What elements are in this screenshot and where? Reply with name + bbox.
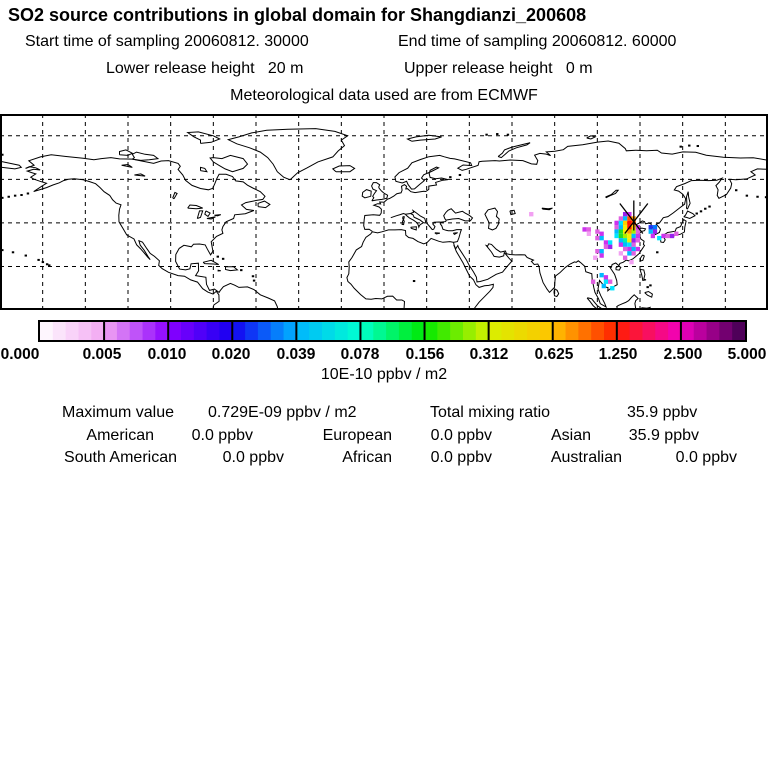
colorbar-cell <box>168 322 181 340</box>
island-dot <box>12 251 14 253</box>
concentration-cell <box>619 216 623 220</box>
coastline <box>587 136 596 139</box>
concentration-cell <box>619 238 623 242</box>
colorbar-cell <box>553 322 566 340</box>
coastline <box>173 192 177 199</box>
coastline <box>258 201 270 208</box>
concentration-cell <box>636 238 640 242</box>
colorbar-cell <box>489 322 502 340</box>
coastline <box>645 292 653 298</box>
island-dot <box>240 269 242 271</box>
coastline <box>214 215 220 216</box>
concentration-cell <box>632 242 636 246</box>
concentration-cell <box>636 247 640 251</box>
concentration-cell <box>623 234 627 238</box>
island-dot <box>700 210 702 212</box>
coastline <box>347 230 453 310</box>
coastline <box>226 267 238 271</box>
coastline <box>616 266 621 270</box>
colorbar-cell <box>668 322 681 340</box>
concentration-cell <box>649 225 653 229</box>
colorbar-cell <box>284 322 297 340</box>
colorbar-cell <box>719 322 732 340</box>
coastline <box>454 245 494 310</box>
island-dot <box>704 208 706 210</box>
max-value-label: Maximum value <box>62 404 175 421</box>
concentration-cell <box>623 221 627 225</box>
coastline <box>408 135 442 141</box>
colorbar-cell <box>463 322 476 340</box>
colorbar-cell <box>271 322 284 340</box>
coastline <box>201 167 207 171</box>
region-value-african: 0.0 ppbv <box>430 449 492 466</box>
colorbar-cell <box>232 322 245 340</box>
island-dot <box>217 256 219 258</box>
island-dot <box>756 196 758 198</box>
concentration-cell <box>661 234 665 238</box>
colorbar-cell <box>501 322 514 340</box>
colorbar-cell <box>53 322 66 340</box>
concentration-cell <box>623 238 627 242</box>
colorbar-cell <box>386 322 399 340</box>
coastline <box>684 211 695 218</box>
colorbar-cell <box>732 322 745 340</box>
concentration-cell <box>623 225 627 229</box>
colorbar-tick: 2.500 <box>663 346 703 363</box>
concentration-cell <box>632 251 636 255</box>
island-dot <box>688 145 690 147</box>
island-dot <box>14 195 16 197</box>
concentration-cell <box>600 236 604 240</box>
concentration-cell <box>604 245 608 249</box>
colorbar-tick: 0.005 <box>82 346 122 363</box>
concentration-cell <box>666 234 670 238</box>
coastline <box>218 270 221 271</box>
colorbar-cell <box>437 322 450 340</box>
concentration-cell <box>604 279 608 283</box>
colorbar-tick: 0.312 <box>469 346 509 363</box>
coastline <box>120 150 133 156</box>
region-value-south-american: 0.0 ppbv <box>222 449 284 466</box>
concentration-cell <box>619 229 623 233</box>
colorbar-cell <box>476 322 489 340</box>
colorbar-tick: 0.039 <box>276 346 316 363</box>
concentration-cell <box>623 247 627 251</box>
region-value-asian: 35.9 ppbv <box>628 427 699 444</box>
colorbar-cell <box>104 322 117 340</box>
region-label-african: African <box>342 449 392 466</box>
coastline <box>435 233 440 234</box>
island-dot <box>25 255 27 257</box>
coastline <box>406 214 424 228</box>
concentration-cell <box>632 247 636 251</box>
concentration-cell <box>636 234 640 238</box>
coastline <box>188 205 203 209</box>
coastline <box>132 152 158 160</box>
colorbar-tick: 0.625 <box>534 346 574 363</box>
island-dot <box>708 206 710 208</box>
coastline <box>485 208 499 230</box>
concentration-cell <box>670 234 674 238</box>
coastline <box>203 260 219 264</box>
concentration-cell <box>600 273 604 277</box>
coastline <box>542 208 553 210</box>
coastline <box>402 220 404 225</box>
concentration-cell <box>632 238 636 242</box>
colorbar-cell <box>322 322 335 340</box>
island-dot <box>413 280 415 282</box>
colorbar-cell <box>360 322 373 340</box>
concentration-cell <box>623 216 627 220</box>
island-dot <box>46 263 48 265</box>
colorbar-cell <box>707 322 720 340</box>
concentration-cell <box>608 279 612 283</box>
colorbar-cell <box>604 322 617 340</box>
coastline <box>640 270 646 281</box>
concentration-cell <box>674 232 678 236</box>
concentration-cell <box>629 260 633 264</box>
concentration-cell <box>614 225 618 229</box>
concentration-cell <box>619 221 623 225</box>
island-dot <box>8 196 10 198</box>
colorbar-cell <box>514 322 527 340</box>
colorbar-cell <box>450 322 463 340</box>
island-dot <box>496 133 498 135</box>
island-dot <box>697 145 699 147</box>
concentration-cell <box>529 212 533 216</box>
island-dot <box>646 286 648 288</box>
coastline <box>207 217 216 219</box>
region-label-european: European <box>322 427 392 444</box>
coastline <box>444 209 473 221</box>
colorbar <box>38 320 747 342</box>
concentration-cell <box>619 242 623 246</box>
colorbar-cell <box>91 322 104 340</box>
concentration-cell <box>610 286 614 290</box>
colorbar-cell <box>642 322 655 340</box>
concentration-cell <box>602 284 606 288</box>
concentration-cell <box>627 247 631 251</box>
coastline <box>510 210 515 214</box>
concentration-cell <box>604 275 608 279</box>
island-dot <box>42 261 44 263</box>
colorbar-cell <box>373 322 386 340</box>
concentration-cell <box>582 227 586 231</box>
concentration-cell <box>593 256 597 260</box>
colorbar-cell <box>66 322 79 340</box>
lower-release-label: Lower release height 20 m <box>106 60 304 77</box>
coastline <box>372 183 388 201</box>
concentration-cell <box>595 249 599 253</box>
island-dot <box>696 213 698 215</box>
coastline <box>617 295 638 310</box>
page-title: SO2 source contributions in global domain for Shangdianzi_200608 <box>8 5 587 25</box>
colorbar-cell <box>245 322 258 340</box>
colorbar-cell <box>78 322 91 340</box>
coastline <box>205 211 210 217</box>
coastline <box>26 155 278 310</box>
island-dot <box>252 275 254 277</box>
concentration-cell <box>619 234 623 238</box>
concentration-cell <box>623 256 627 260</box>
concentration-cell <box>627 238 631 242</box>
colorbar-cell <box>655 322 668 340</box>
colorbar-cell <box>194 322 207 340</box>
region-value-australian: 0.0 ppbv <box>675 449 737 466</box>
colorbar-cell <box>399 322 412 340</box>
colorbar-cell <box>309 322 322 340</box>
concentration-cell <box>619 225 623 229</box>
concentration-cell <box>600 232 604 236</box>
met-data-label: Meteorological data used are from ECMWF <box>230 87 538 104</box>
island-dot <box>680 146 682 148</box>
upper-release-label: Upper release height 0 m <box>404 60 593 77</box>
colorbar-tick: 5.000 <box>727 346 767 363</box>
island-dot <box>485 134 487 136</box>
max-value: 0.729E-09 ppbv / m2 <box>208 404 357 421</box>
colorbar-cell <box>40 322 53 340</box>
coastline <box>0 161 21 169</box>
colorbar-tick: 0.010 <box>147 346 187 363</box>
coastline <box>453 233 457 235</box>
colorbar-cell <box>681 322 694 340</box>
total-ratio-label: Total mixing ratio <box>430 404 551 421</box>
colorbar-cell <box>694 322 707 340</box>
region-label-american: American <box>86 427 154 444</box>
concentration-cell <box>632 234 636 238</box>
island-dot <box>37 259 39 261</box>
island-dot <box>656 251 658 253</box>
colorbar-cell <box>258 322 271 340</box>
island-dot <box>253 280 255 282</box>
island-dot <box>459 174 461 176</box>
total-ratio-value: 35.9 ppbv <box>627 404 698 421</box>
colorbar-cell <box>630 322 643 340</box>
coastline <box>197 211 202 219</box>
concentration-cell <box>591 279 595 283</box>
island-dot <box>507 134 509 136</box>
concentration-cell <box>627 234 631 238</box>
colorbar-cell <box>348 322 361 340</box>
concentration-cell <box>614 221 618 225</box>
coastline <box>210 155 247 171</box>
island-dot <box>27 192 29 194</box>
coastline <box>498 143 530 158</box>
concentration-cell <box>649 229 653 233</box>
coastline <box>403 217 405 220</box>
colorbar-cell <box>219 322 232 340</box>
concentration-cell <box>600 253 604 257</box>
concentration-cell <box>657 236 661 240</box>
colorbar-cell <box>578 322 591 340</box>
concentration-cell <box>587 227 591 231</box>
colorbar-tick: 1.250 <box>598 346 638 363</box>
island-dot <box>649 284 651 286</box>
concentration-cell <box>595 236 599 240</box>
concentration-cell <box>587 232 591 236</box>
colorbar-tick: 0.078 <box>340 346 380 363</box>
colorbar-cell <box>207 322 220 340</box>
colorbar-cell <box>566 322 579 340</box>
region-label-australian: Australian <box>550 449 622 466</box>
coastline <box>640 255 644 261</box>
colorbar-cell <box>591 322 604 340</box>
coastline <box>687 192 691 210</box>
end-time-label: End time of sampling 20060812. 60000 <box>398 33 677 50</box>
concentration-cell <box>623 242 627 246</box>
coastline <box>188 132 220 144</box>
island-dot <box>20 194 22 196</box>
coastline <box>606 190 618 198</box>
region-value-european: 0.0 ppbv <box>430 427 492 444</box>
concentration-cell <box>600 249 604 253</box>
colorbar-tick: 0.020 <box>211 346 251 363</box>
island-dot <box>48 264 50 266</box>
colorbar-tick: 0.000 <box>0 346 40 363</box>
concentration-cell <box>608 240 612 244</box>
concentration-cell <box>653 225 657 229</box>
coastline <box>134 174 145 176</box>
colorbar-cell <box>143 322 156 340</box>
colorbar-tick: 0.156 <box>405 346 445 363</box>
start-time-label: Start time of sampling 20060812. 30000 <box>25 33 309 50</box>
colorbar-cell <box>155 322 168 340</box>
island-dot <box>746 195 748 197</box>
colorbar-unit-label: 10E-10 ppbv / m2 <box>320 366 448 383</box>
concentration-cell <box>653 229 657 233</box>
concentration-cell <box>627 251 631 255</box>
world-map <box>0 114 768 310</box>
island-dot <box>735 189 737 191</box>
concentration-cell <box>627 221 631 225</box>
concentration-cell <box>651 234 655 238</box>
colorbar-cell <box>335 322 348 340</box>
coastline <box>122 165 133 168</box>
coastline <box>228 129 347 180</box>
colorbar-cell <box>181 322 194 340</box>
coastline <box>362 190 371 198</box>
concentration-cell <box>619 251 623 255</box>
concentration-cell <box>604 240 608 244</box>
island-dot <box>222 258 224 260</box>
concentration-cell <box>614 229 618 233</box>
colorbar-cell <box>425 322 438 340</box>
colorbar-cell <box>130 322 143 340</box>
concentration-cell <box>595 229 599 233</box>
colorbar-cell <box>412 322 425 340</box>
coastline <box>26 167 220 310</box>
colorbar-cell <box>617 322 630 340</box>
colorbar-cell <box>540 322 553 340</box>
concentration-cell <box>614 234 618 238</box>
colorbar-cell <box>296 322 309 340</box>
concentration-cell <box>608 245 612 249</box>
coastline <box>411 227 417 230</box>
coastline <box>333 166 355 172</box>
colorbar-cell <box>527 322 540 340</box>
colorbar-cell <box>117 322 130 340</box>
region-label-south-american: South American <box>64 449 177 466</box>
island-dot <box>449 176 451 178</box>
region-label-asian: Asian <box>550 427 591 444</box>
concentration-cell <box>627 242 631 246</box>
region-value-american: 0.0 ppbv <box>191 427 253 444</box>
